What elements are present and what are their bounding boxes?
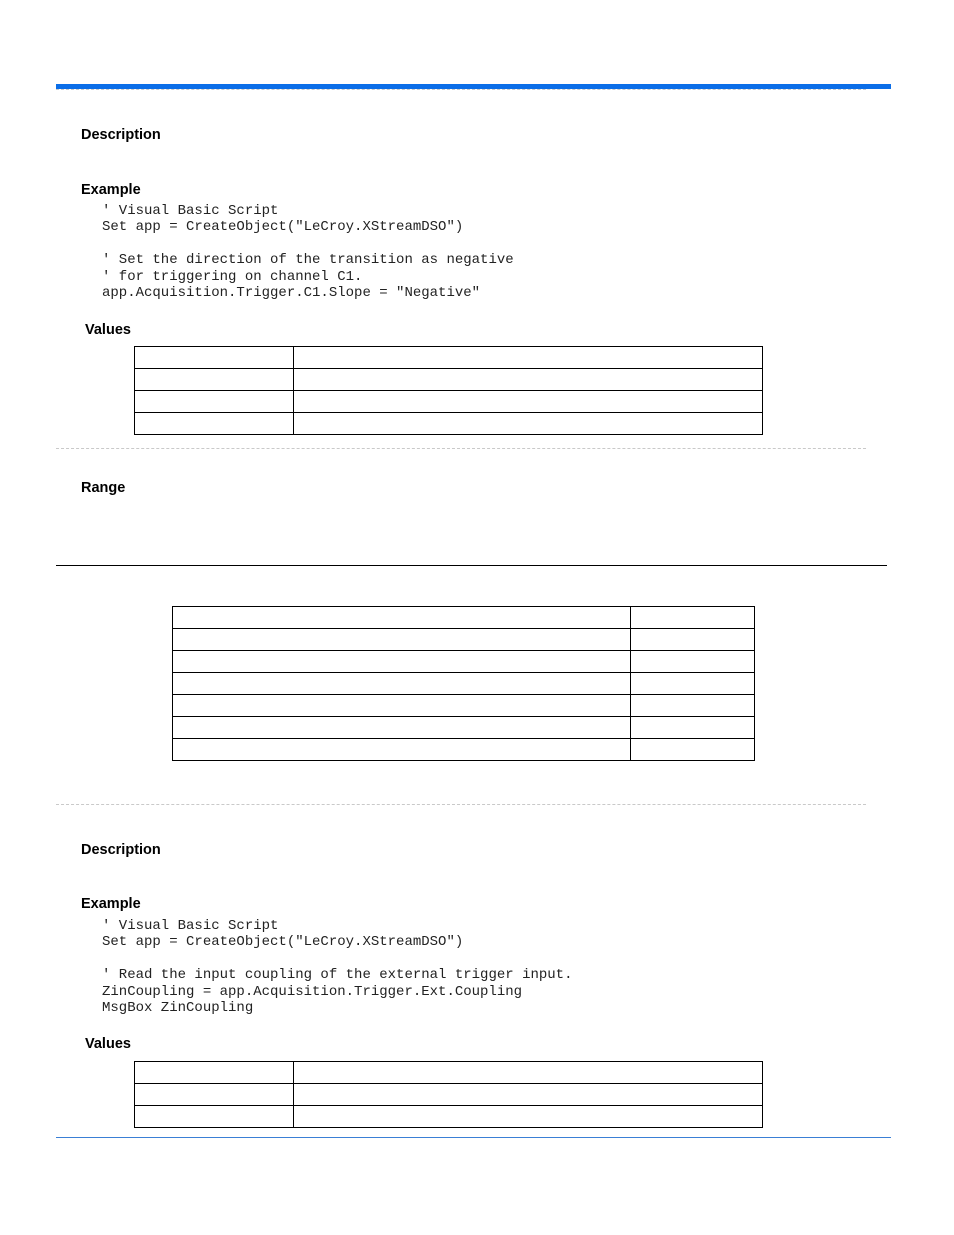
- description-heading: Description: [81, 842, 161, 858]
- description-heading: Description: [81, 127, 161, 143]
- table-cell: [294, 369, 763, 391]
- values-table: [134, 1061, 763, 1128]
- table-cell: [294, 1084, 763, 1106]
- table-cell: [173, 739, 631, 761]
- code-line: MsgBox ZinCoupling: [102, 1000, 254, 1017]
- table-row: [173, 629, 755, 651]
- table-cell: [173, 673, 631, 695]
- table-cell: [631, 607, 755, 629]
- table-row: [135, 369, 763, 391]
- section-dashed-divider: [56, 448, 866, 449]
- code-line: ' Visual Basic Script: [102, 918, 279, 934]
- table-cell: [173, 717, 631, 739]
- table-row: [173, 607, 755, 629]
- table-cell: [135, 1106, 294, 1128]
- table-cell: [135, 347, 294, 369]
- table-cell: [173, 695, 631, 717]
- code-example: [102, 203, 514, 301]
- footer-rule: [56, 1137, 891, 1138]
- code-example: [102, 918, 572, 1016]
- table-cell: [173, 629, 631, 651]
- table-cell: [631, 651, 755, 673]
- table-row: [135, 1106, 763, 1128]
- table-row: [135, 347, 763, 369]
- table-cell: [294, 1106, 763, 1128]
- code-line: [102, 951, 572, 967]
- table-cell: [631, 629, 755, 651]
- table-cell: [173, 651, 631, 673]
- table-cell: [135, 1062, 294, 1084]
- section-dashed-divider: [56, 804, 866, 805]
- table-row: [173, 739, 755, 761]
- table-row: [135, 1084, 763, 1106]
- table-cell: [294, 391, 763, 413]
- table-cell: [631, 673, 755, 695]
- values-heading: Values: [85, 1036, 131, 1052]
- header-dashed-divider: [56, 89, 866, 90]
- code-line: ' for triggering on channel C1.: [102, 268, 363, 285]
- table-cell: [631, 695, 755, 717]
- table-cell: [135, 1084, 294, 1106]
- section-rule: [56, 565, 887, 566]
- table-cell: [631, 717, 755, 739]
- code-line: ZinCoupling = app.Acquisition.Trigger.Ext.Coupling: [102, 983, 523, 1000]
- table-cell: [135, 369, 294, 391]
- table-cell: [294, 1062, 763, 1084]
- table-cell: [135, 413, 294, 435]
- table-cell: [135, 391, 294, 413]
- table-row: [173, 695, 755, 717]
- table-row: [173, 673, 755, 695]
- table-cell: [294, 347, 763, 369]
- example-heading: Example: [81, 182, 141, 198]
- table-row: [135, 1062, 763, 1084]
- table-row: [173, 651, 755, 673]
- table-row: [135, 391, 763, 413]
- code-line: ' Visual Basic Script: [102, 203, 279, 219]
- range-heading: Range: [81, 480, 126, 496]
- table-row: [173, 717, 755, 739]
- table-row: [135, 413, 763, 435]
- table-cell: [173, 607, 631, 629]
- code-line: Set app = CreateObject("LeCroy.XStreamDSO"): [102, 219, 464, 236]
- code-line: ' Set the direction of the transition as negative: [102, 252, 514, 269]
- code-line: Set app = CreateObject("LeCroy.XStreamDSO"): [102, 934, 464, 951]
- code-line: [102, 236, 514, 252]
- table-cell: [294, 413, 763, 435]
- values-heading: Values: [85, 322, 131, 338]
- table-cell: [631, 739, 755, 761]
- example-heading: Example: [81, 896, 141, 912]
- code-line: ' Read the input coupling of the external trigger input.: [102, 967, 573, 984]
- values-table: [134, 346, 763, 435]
- code-line: app.Acquisition.Trigger.C1.Slope = "Negative": [102, 285, 481, 302]
- range-table: [172, 606, 755, 761]
